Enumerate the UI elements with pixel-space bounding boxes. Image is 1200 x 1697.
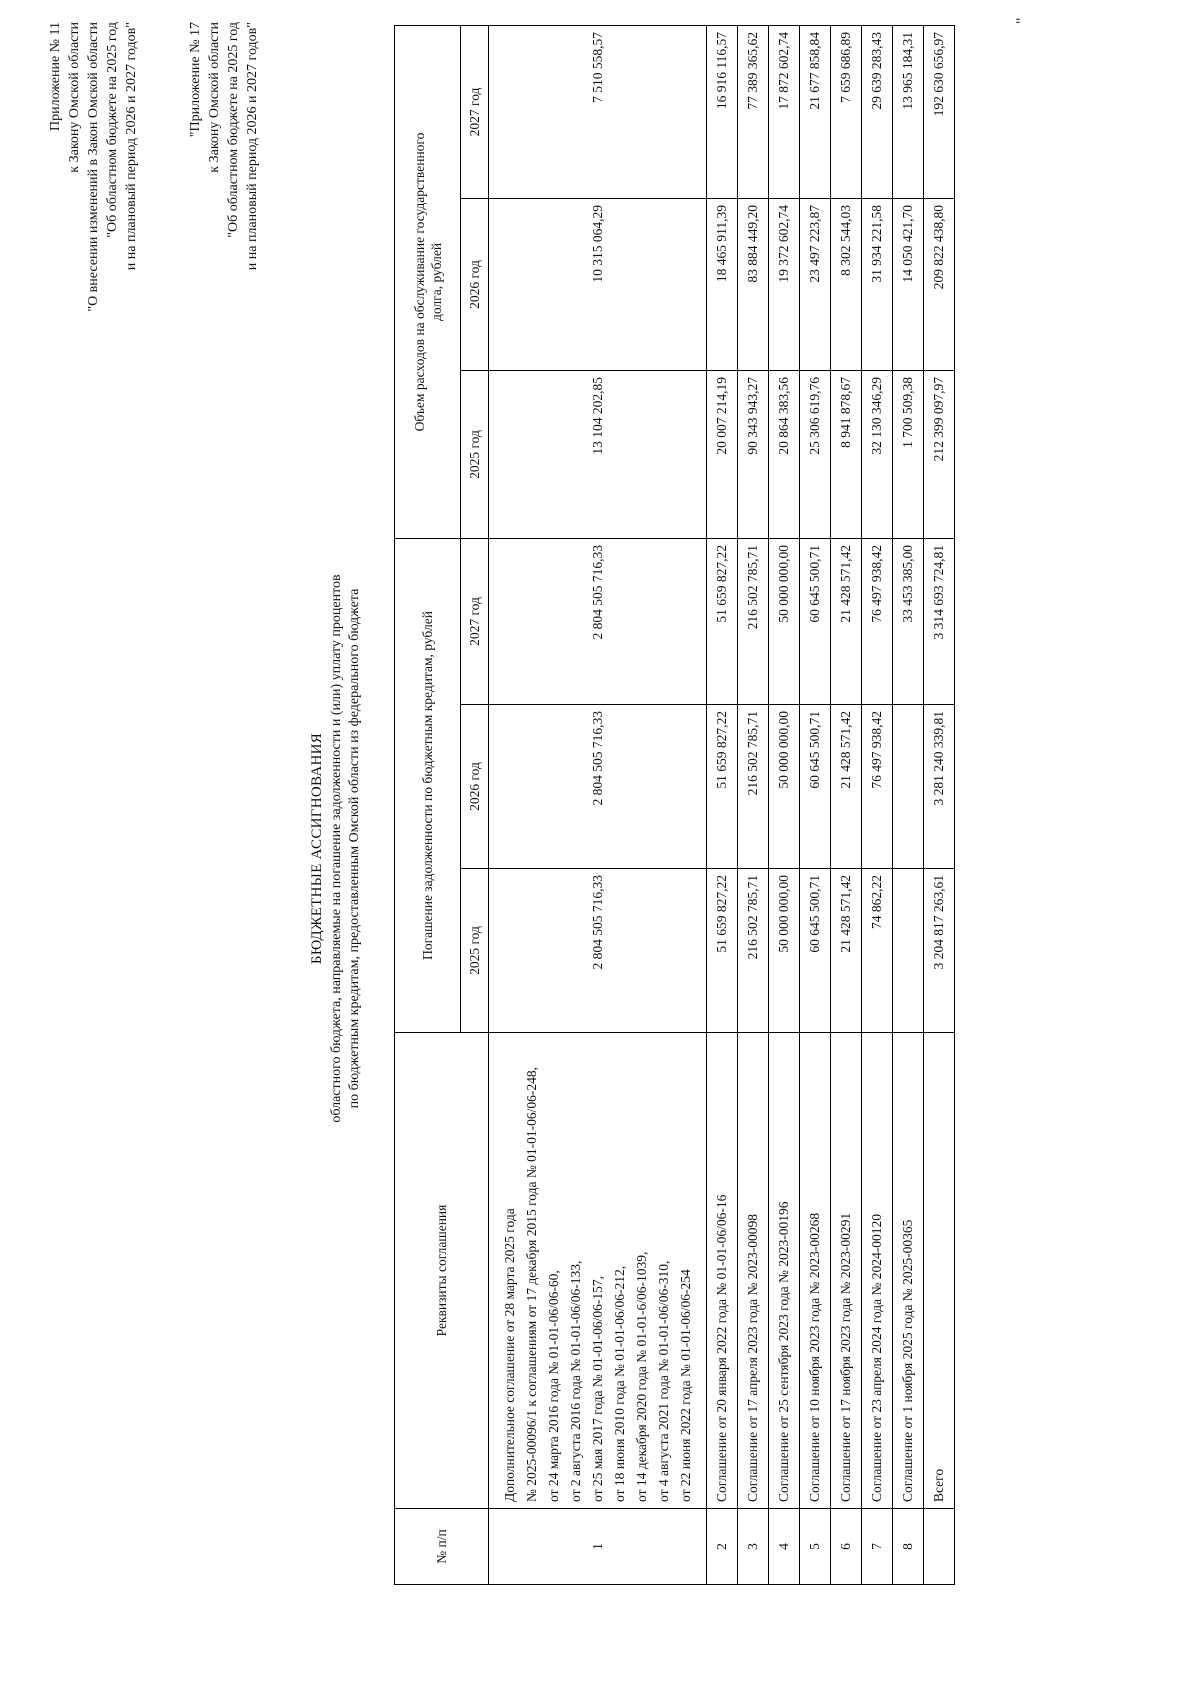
total-label: Всего: [924, 1033, 955, 1509]
header-line: к Закону Омской области: [67, 22, 82, 173]
agreement-requisites: Соглашение от 25 сентября 2023 года № 2023-00196: [769, 1033, 800, 1509]
value-cell: 216 502 785,71: [738, 538, 769, 704]
value-cell: 25 306 619,76: [800, 370, 831, 538]
value-cell: 1 700 509,38: [893, 370, 924, 538]
row-number: 1: [489, 1509, 707, 1585]
row-number: 6: [831, 1509, 862, 1585]
header-line: и на плановый период 2026 и 2027 годов": [124, 22, 139, 271]
value-cell: 10 315 064,29: [489, 198, 707, 370]
value-cell: 50 000 000,00: [769, 538, 800, 704]
table-header-row: [395, 25, 461, 1584]
agreement-requisites: Соглашение от 20 января 2022 года № 01-01-06/06-16: [707, 1033, 738, 1509]
value-cell: 23 497 223,87: [800, 198, 831, 370]
table-row: [738, 25, 769, 1584]
requisites-line: от 24 марта 2016 года № 01-01-06/06-60,: [545, 1270, 561, 1502]
value-cell: 33 453 385,00: [893, 538, 924, 704]
appendix-17-header: [186, 22, 262, 270]
agreement-requisites: Соглашение от 23 апреля 2024 года № 2024-00120: [862, 1033, 893, 1509]
value-cell: 90 343 943,27: [738, 370, 769, 538]
header-line: и на плановый период 2026 и 2027 годов": [245, 22, 260, 271]
agreement-requisites: Соглашение от 17 ноября 2023 года № 2023-00291: [831, 1033, 862, 1509]
value-cell: 21 428 571,42: [831, 705, 862, 869]
value-cell: 13 965 184,31: [893, 25, 924, 198]
value-cell: 60 645 500,71: [800, 869, 831, 1033]
column-header-number: № п/п: [395, 1509, 489, 1585]
year-header: 2026 год: [461, 198, 489, 370]
table-row: [769, 25, 800, 1584]
value-cell: 60 645 500,71: [800, 538, 831, 704]
agreement-requisites: Соглашение от 10 ноября 2023 года № 2023-00268: [800, 1033, 831, 1509]
header-line: "О внесении изменений в Закон Омской области: [86, 22, 101, 312]
row-number: 5: [800, 1509, 831, 1585]
header-line: к Закону Омской области: [207, 22, 222, 173]
value-cell: 31 934 221,58: [862, 198, 893, 370]
requisites-line: Дополнительное соглашение от 28 марта 2025 года: [501, 1208, 517, 1502]
year-header: 2026 год: [461, 705, 489, 869]
row-number: 2: [707, 1509, 738, 1585]
value-cell: 19 372 602,74: [769, 198, 800, 370]
column-header-requisites: Реквизиты соглашения: [395, 1033, 489, 1509]
table-row: [862, 25, 893, 1584]
document-subtitle-line-2: по бюджетным кредитам, предоставленным Омской области из федерального бюджета: [347, 588, 362, 1109]
value-cell: 51 659 827,22: [707, 705, 738, 869]
total-value: 3 204 817 263,61: [924, 869, 955, 1033]
row-number: 7: [862, 1509, 893, 1585]
value-cell: 2 804 505 716,33: [489, 705, 707, 869]
requisites-line: от 2 августа 2016 года № 01-01-06/06-133,: [567, 1260, 583, 1502]
value-cell: 21 428 571,42: [831, 869, 862, 1033]
year-header: 2025 год: [461, 869, 489, 1033]
table-row: [800, 25, 831, 1584]
document-subtitle-line-1: областного бюджета, направляемые на погашение задолженности и (или) уплату процентов: [329, 574, 344, 1123]
value-cell: 76 497 938,42: [862, 538, 893, 704]
value-cell: 16 916 116,57: [707, 25, 738, 198]
value-cell: 14 050 421,70: [893, 198, 924, 370]
value-cell: 17 872 602,74: [769, 25, 800, 198]
header-line: "Об областном бюджете на 2025 год: [105, 22, 120, 238]
value-cell: 7 510 558,57: [489, 25, 707, 198]
year-header: 2025 год: [461, 370, 489, 538]
value-cell: 20 864 383,56: [769, 370, 800, 538]
requisites-line: № 2025-00096/1 к соглашениям от 17 декабря 2015 года № 01-01-06/06-248,: [523, 1066, 539, 1502]
total-value: 3 314 693 724,81: [924, 538, 955, 704]
value-cell: 76 497 938,42: [862, 705, 893, 869]
value-cell: 21 428 571,42: [831, 538, 862, 704]
header-line: Приложение № 11: [48, 22, 63, 131]
table-row: [831, 25, 862, 1584]
requisites-line: от 22 июня 2022 года № 01-01-06/06-254: [677, 1269, 693, 1502]
value-cell: 7 659 686,89: [831, 25, 862, 198]
total-value: 209 822 438,80: [924, 198, 955, 370]
table-row: [893, 25, 924, 1584]
total-value: 3 281 240 339,81: [924, 705, 955, 869]
header-line: "Об областном бюджете на 2025 год: [226, 22, 241, 238]
requisites-line: от 4 августа 2021 года № 01-01-06/06-310,: [655, 1260, 671, 1502]
table-row: [707, 25, 738, 1584]
total-row: [924, 25, 955, 1584]
value-cell: 51 659 827,22: [707, 538, 738, 704]
value-cell: 77 389 365,62: [738, 25, 769, 198]
table-row: [489, 25, 707, 1584]
budget-table: [394, 25, 955, 1585]
value-cell: [893, 705, 924, 869]
closing-quote-mark: ": [1014, 17, 1031, 24]
requisites-line: от 14 декабря 2020 года № 01-01-6/06-1039,: [633, 1251, 649, 1502]
value-cell: 51 659 827,22: [707, 869, 738, 1033]
value-cell: 21 677 858,84: [800, 25, 831, 198]
requisites-line: от 25 мая 2017 года № 01-01-06/06-157,: [589, 1275, 605, 1502]
requisites-line: от 18 июня 2010 года № 01-01-06/06-212,: [611, 1265, 627, 1502]
value-cell: 29 639 283,43: [862, 25, 893, 198]
row-number: 8: [893, 1509, 924, 1585]
column-group-repayment: Погашение задолженности по бюджетным кредитам, рублей: [395, 538, 461, 1032]
value-cell: 2 804 505 716,33: [489, 869, 707, 1033]
value-cell: 50 000 000,00: [769, 869, 800, 1033]
value-cell: 60 645 500,71: [800, 705, 831, 869]
value-cell: 8 302 544,03: [831, 198, 862, 370]
empty-cell: [924, 1509, 955, 1585]
value-cell: [893, 869, 924, 1033]
value-cell: 13 104 202,85: [489, 370, 707, 538]
value-cell: 83 884 449,20: [738, 198, 769, 370]
row-number: 4: [769, 1509, 800, 1585]
document-title: БЮДЖЕТНЫЕ АССИГНОВАНИЯ: [309, 732, 325, 965]
total-value: 212 399 097,97: [924, 370, 955, 538]
agreement-requisites: [489, 1033, 707, 1509]
agreement-requisites: Соглашение от 1 ноября 2025 года № 2025-00365: [893, 1033, 924, 1509]
value-cell: 50 000 000,00: [769, 705, 800, 869]
column-group-service: Объем расходов на обслуживание государственного долга, рублей: [395, 25, 461, 538]
total-value: 192 630 656,97: [924, 25, 955, 198]
value-cell: 216 502 785,71: [738, 869, 769, 1033]
appendix-11-header: [46, 22, 141, 312]
value-cell: 216 502 785,71: [738, 705, 769, 869]
value-cell: 74 862,22: [862, 869, 893, 1033]
year-header: 2027 год: [461, 25, 489, 198]
header-line: "Приложение № 17: [188, 22, 203, 138]
year-header: 2027 год: [461, 538, 489, 704]
value-cell: 8 941 878,67: [831, 370, 862, 538]
value-cell: 20 007 214,19: [707, 370, 738, 538]
value-cell: 32 130 346,29: [862, 370, 893, 538]
agreement-requisites: Соглашение от 17 апреля 2023 года № 2023-00098: [738, 1033, 769, 1509]
value-cell: 18 465 911,39: [707, 198, 738, 370]
value-cell: 2 804 505 716,33: [489, 538, 707, 704]
row-number: 3: [738, 1509, 769, 1585]
